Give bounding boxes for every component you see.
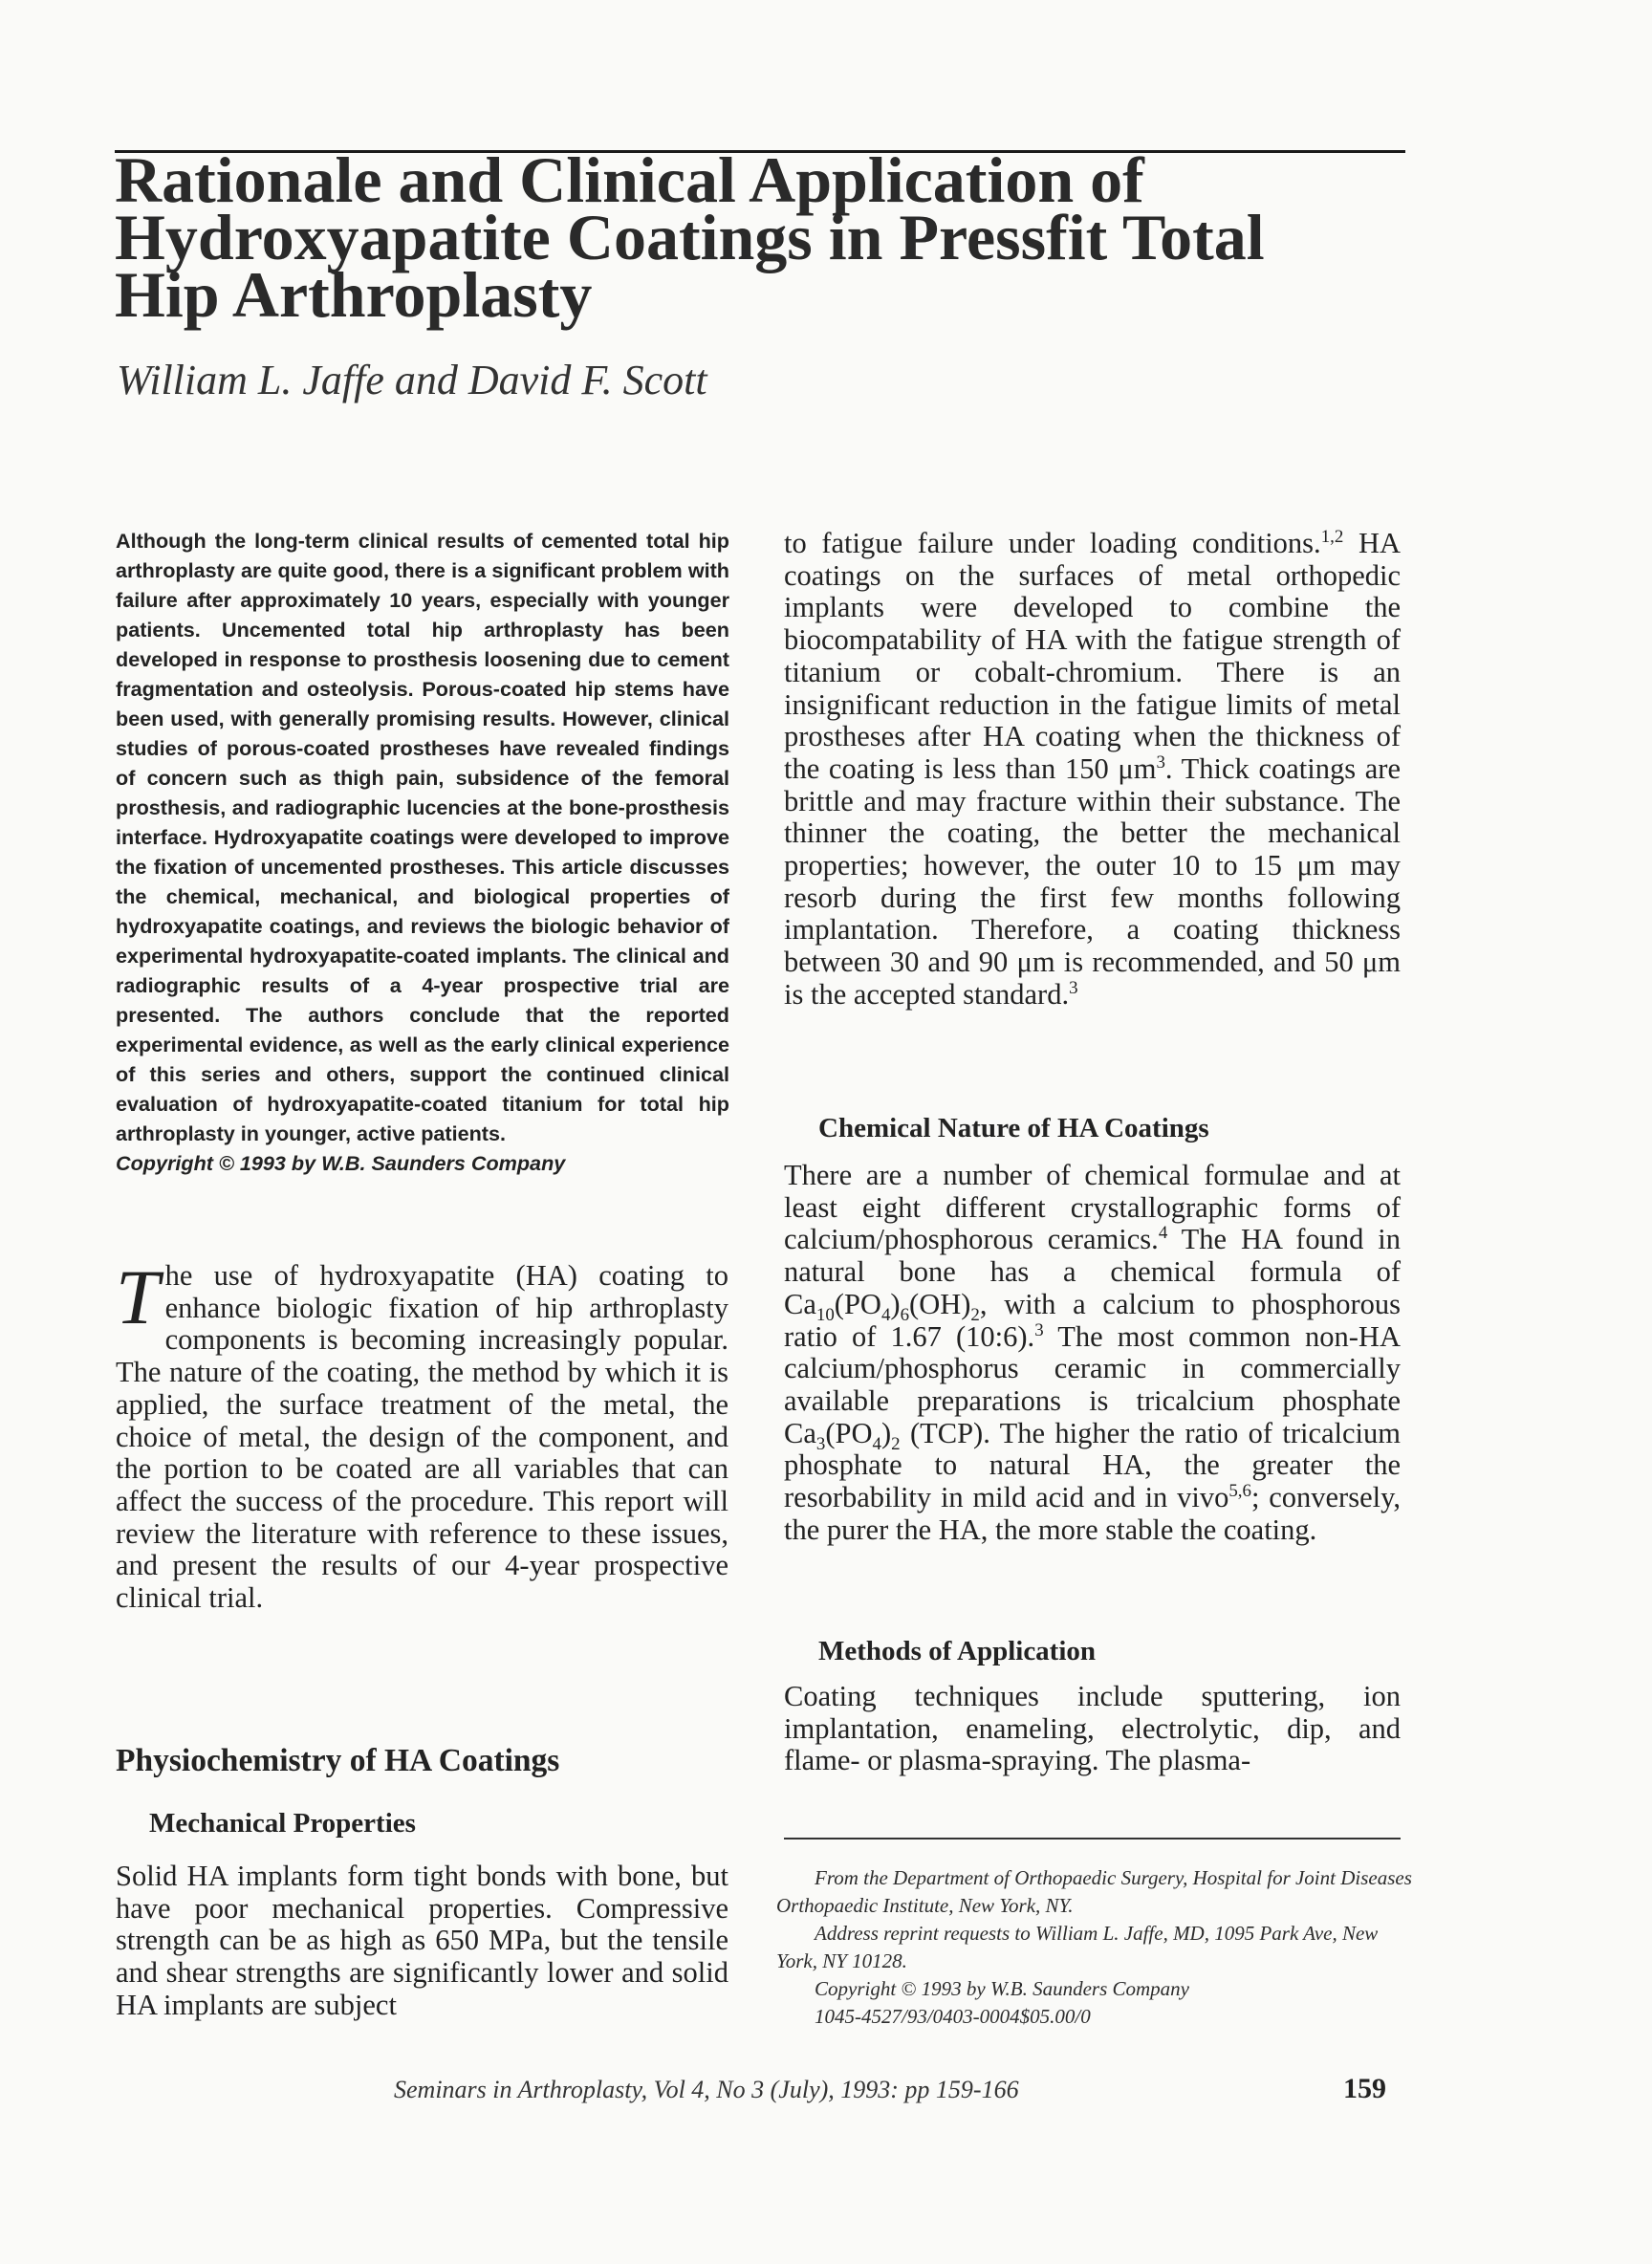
subheading-methods-of-application: Methods of Application (818, 1636, 1097, 1666)
article-title (115, 143, 1358, 331)
abstract (116, 526, 729, 1178)
mechanical-properties-paragraph: Solid HA implants form tight bonds with bone, but have poor mechanical properties. Compressive strength can be as high as 650 MPa, but the tensile and shear strengths are significantly lower and solid HA implants are subject (116, 1860, 728, 2021)
fatigue-paragraph: to fatigue failure under loading conditions.$^{1,2}$ HA coatings on the surfaces of metal orthopedic implants were developed to combine the biocompatability of HA with the fatigue strength of titanium or cobalt-chromium. There is an insignificant reduction in the fatigue limits of metal prostheses after HA coating when the thickness of the coating is less than 150 $\mu m^3$. Thick coatings are brittle and may fracture within their substance. The thinner the coating, the better the mechanical properties; however, the outer 10 to 15 μm may resorb during the first few months following implantation. Therefore, a coating thickness between 30 and 90 μm is recommended, and 50 μm is the accepted standard.$^3$ (784, 526, 1402, 1011)
intro-paragraph (116, 1253, 728, 1615)
footnote-reprint: Address reprint requests to William L. Jaffe, MD, 1095 Park Ave, New York, NY 10128. (776, 1922, 1379, 1972)
title-line-1: Rationale and Clinical Application of (115, 143, 1144, 216)
footnote-affiliation: From the Department of Orthopaedic Surgery, Hospital for Joint Diseases Orthopaedic Institute, New York, NY. (776, 1866, 1412, 1917)
intro-text: he use of hydroxyapatite (HA) coating to enhance biologic fixation of hip arthroplasty components is becoming increasingly popular. The nature of the coating, the method by which it is applied, the surface treatment of the metal, the choice of metal, the design of the component, and the portion to be coated are all variables that can affect the success of the procedure. This report will review the literature with reference to these issues, and present the results of our 4-year prospective clinical trial. (116, 1259, 728, 1615)
footnote-copyright: Copyright © 1993 by W.B. Saunders Company (815, 1977, 1189, 2000)
page-number: 159 (1343, 2073, 1386, 2104)
subheading-mechanical-properties: Mechanical Properties (149, 1808, 416, 1839)
abstract-copyright: Copyright © 1993 by W.B. Saunders Company (116, 1151, 566, 1175)
section-heading-physiochemistry: Physiochemistry of HA Coatings (116, 1743, 560, 1778)
subheading-chemical-nature: Chemical Nature of HA Coatings (818, 1113, 1209, 1143)
footnote-code: 1045-4527/93/0403-0004$05.00/0 (815, 2005, 1091, 2028)
journal-citation: Seminars in Arthroplasty, Vol 4, No 3 (July), 1993: pp 159-166 (394, 2076, 1019, 2103)
footnotes (776, 1864, 1412, 2031)
methods-paragraph: Coating techniques include sputtering, ion implantation, enameling, electrolytic, dip, and flame- or plasma-spraying. The plasma- (784, 1680, 1401, 1777)
drop-cap: T (116, 1253, 160, 1340)
chemical-nature-paragraph: There are a number of chemical formulae and at least eight different crystallographic forms of calcium/phosphorous ceramics.$^4$ The HA found in natural bone has a chemical formula of $Ca_{10}(PO_4)_6(OH)_2$, with a calcium to phosphorous ratio of 1.67 (10:6).$^3$ The most common non-HA calcium/phosphorus ceramic in commercially available preparations is tricalcium phosphate $Ca_3(PO_4)_2$ (TCP). The higher the ratio of tricalcium phosphate to natural HA, the greater the resorbability in mild acid and in vivo$^{5,6}$; conversely, the purer the HA, the more stable the coating. (784, 1159, 1401, 1546)
authors: William L. Jaffe and David F. Scott (117, 357, 707, 403)
title-line-2: Hydroxyapatite Coatings in Pressfit Total (115, 201, 1265, 273)
footnote-rule (784, 1838, 1401, 1840)
abstract-text: Although the long-term clinical results of cemented total hip arthroplasty are quite good, there is a significant problem with failure after approximately 10 years, especially with younger patients. Uncemented total hip arthroplasty has been developed in response to prosthesis loosening due to cement fragmentation and osteolysis. Porous-coated hip stems have been used, with generally promising results. However, clinical studies of porous-coated prostheses have revealed findings of concern such as thigh pain, subsidence of the femoral prosthesis, and radiographic lucencies at the bone-prosthesis interface. Hydroxyapatite coatings were developed to improve the fixation of uncemented prostheses. This article discusses the chemical, mechanical, and biological properties of hydroxyapatite coatings, and reviews the biologic behavior of experimental hydroxyapatite-coated implants. The clinical and radiographic results of a 4-year prospective trial are presented. The authors conclude that the reported experimental evidence, as well as the early clinical experience of this series and others, support the continued clinical evaluation of hydroxyapatite-coated titanium for total hip arthroplasty in younger, active patients. (116, 529, 729, 1145)
title-line-3: Hip Arthroplasty (115, 258, 593, 331)
